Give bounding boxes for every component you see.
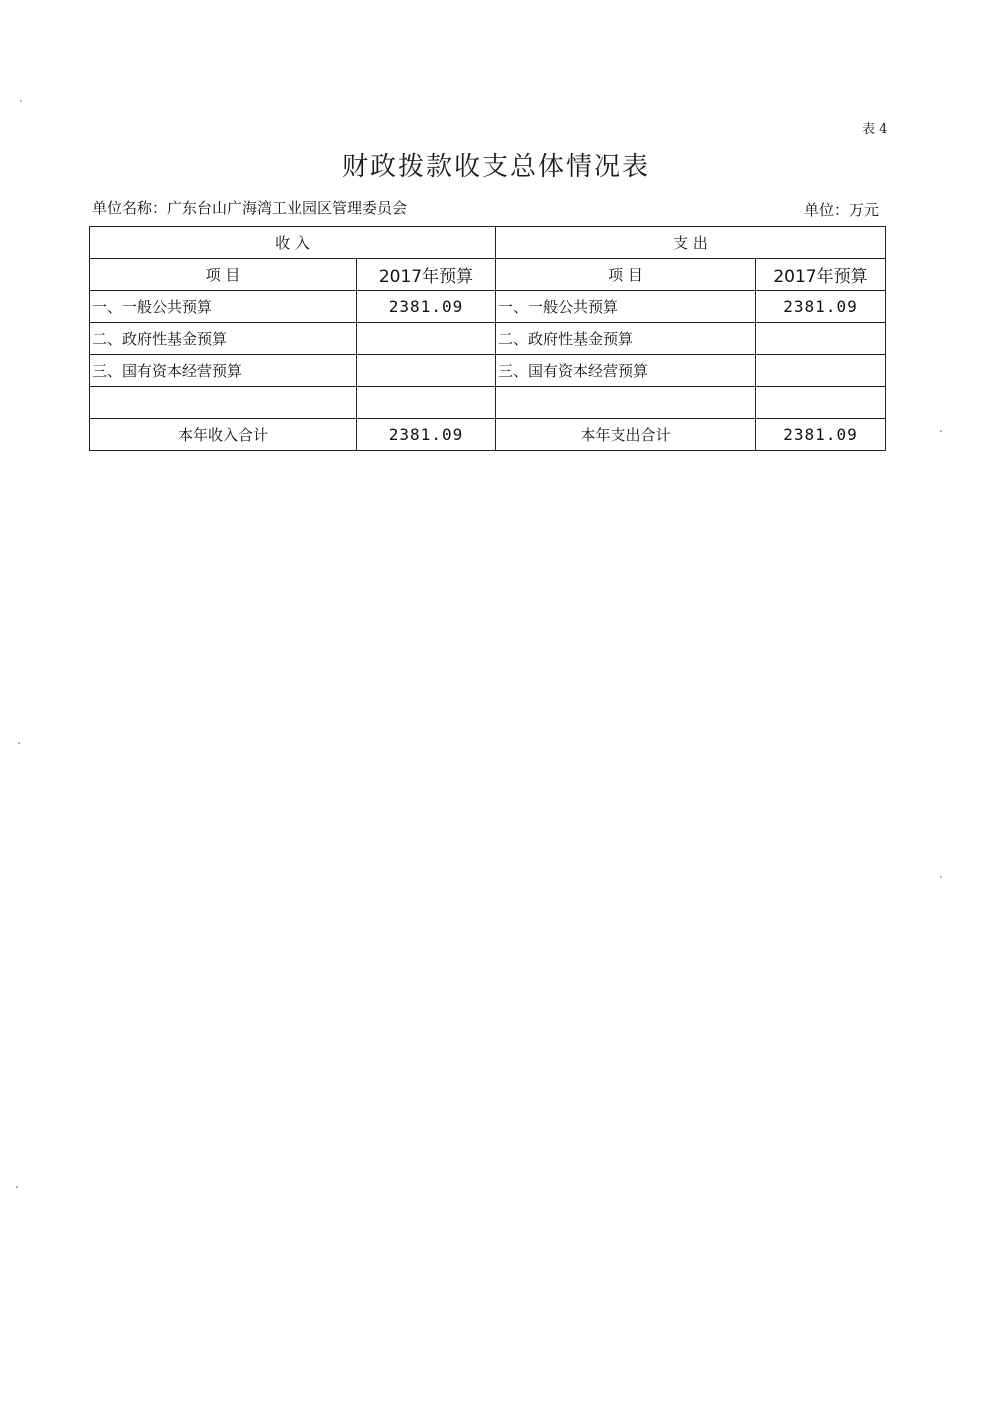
scan-speck <box>16 1186 18 1188</box>
unit-label: 单位：万元 <box>804 201 880 219</box>
scan-speck <box>940 430 942 432</box>
income-item: 一、一般公共预算 <box>90 291 357 323</box>
income-total-value: 2381.09 <box>357 419 496 451</box>
header-row-columns <box>90 259 886 291</box>
income-col-year: 2017年预算 <box>357 259 496 291</box>
income-col-item: 项 目 <box>90 259 357 291</box>
income-value <box>357 355 496 387</box>
expense-value: 2381.09 <box>756 291 886 323</box>
income-item: 三、国有资本经营预算 <box>90 355 357 387</box>
income-item: 二、政府性基金预算 <box>90 323 357 355</box>
unit-name: 单位名称：广东台山广海湾工业园区管理委员会 <box>92 199 408 217</box>
expense-col-item: 项 目 <box>496 259 756 291</box>
scan-speck <box>18 742 20 744</box>
expense-item: 一、一般公共预算 <box>496 291 756 323</box>
expense-item <box>496 387 756 419</box>
expense-total-label: 本年支出合计 <box>496 419 756 451</box>
scan-speck <box>20 100 22 102</box>
income-value: 2381.09 <box>357 291 496 323</box>
expense-item: 二、政府性基金预算 <box>496 323 756 355</box>
expense-col-year: 2017年预算 <box>756 259 886 291</box>
income-header: 收 入 <box>90 227 496 259</box>
table-row <box>90 387 886 419</box>
expense-value <box>756 387 886 419</box>
page-title: 财政拨款收支总体情况表 <box>341 152 650 182</box>
expense-value <box>756 355 886 387</box>
totals-row <box>90 419 886 451</box>
table-row <box>90 355 886 387</box>
expense-total-value: 2381.09 <box>756 419 886 451</box>
expense-value <box>756 323 886 355</box>
scan-speck <box>940 876 942 878</box>
table-number: 表 4 <box>862 122 888 137</box>
income-value <box>357 387 496 419</box>
income-value <box>357 323 496 355</box>
income-total-label: 本年收入合计 <box>90 419 357 451</box>
table-row <box>90 291 886 323</box>
income-item <box>90 387 357 419</box>
finance-table <box>89 226 886 451</box>
expense-header: 支 出 <box>496 227 886 259</box>
expense-item: 三、国有资本经营预算 <box>496 355 756 387</box>
header-row-top <box>90 227 886 259</box>
table-row <box>90 323 886 355</box>
